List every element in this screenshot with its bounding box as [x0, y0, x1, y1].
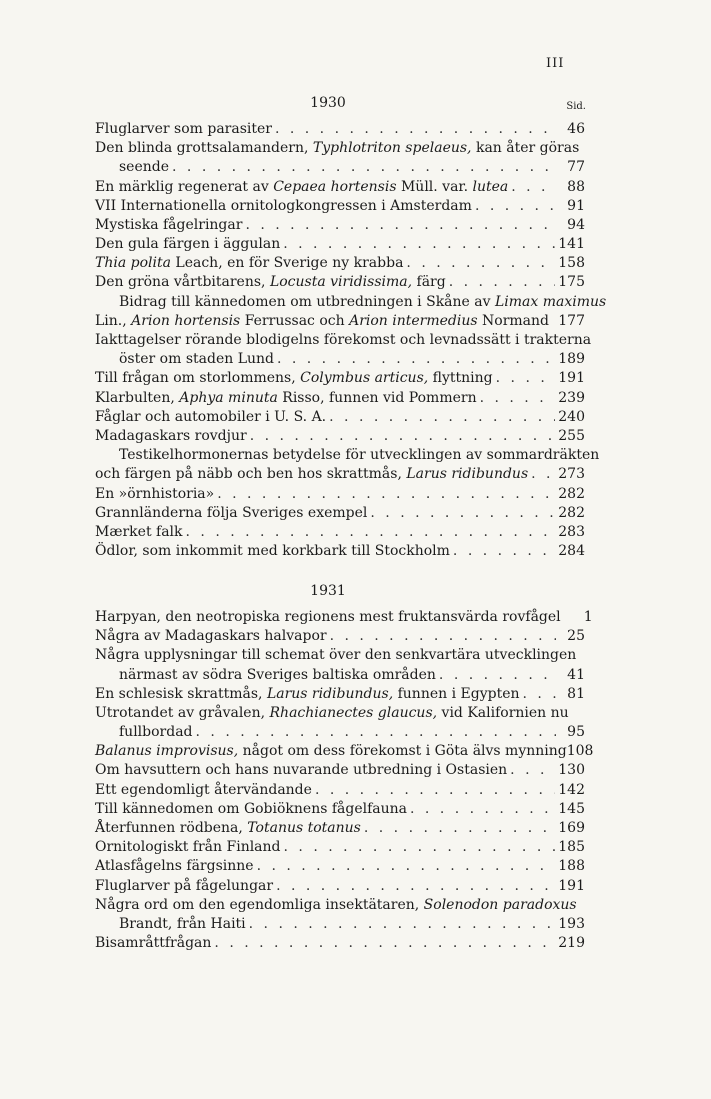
dot-leader	[315, 781, 555, 800]
toc-entry-title: Iakttagelser rörande blodigelns förekomst och levnadssätt i trakterna	[95, 332, 592, 349]
toc-entry	[95, 216, 585, 235]
toc-entry	[95, 465, 585, 484]
toc-entry-page: 145	[558, 800, 585, 817]
section-1931	[95, 580, 594, 953]
dot-leader	[249, 915, 556, 934]
toc-entry-page: 177	[558, 312, 585, 329]
toc-entry-page: 191	[558, 370, 585, 387]
toc-entry-page: 46	[567, 120, 585, 137]
dot-leader	[511, 178, 556, 197]
dot-leader	[439, 666, 556, 685]
section-1930	[95, 92, 607, 561]
toc-entry	[95, 781, 585, 800]
toc-entry-title: Fåglar och automobiler i U. S. A.	[95, 408, 327, 425]
toc-entry-title: seende	[119, 159, 170, 176]
page-column-label: Sid.	[566, 101, 586, 112]
toc-entry-title: Grannländerna följa Sveriges exempel	[95, 504, 368, 521]
toc-entry-title: Bisamråttfrågan	[95, 935, 212, 952]
toc-entry	[95, 857, 585, 876]
dot-leader	[186, 523, 556, 542]
dot-leader	[217, 485, 555, 504]
toc-entry-page: 185	[558, 839, 585, 856]
dot-leader	[475, 197, 556, 216]
dot-leader	[406, 254, 555, 273]
toc-entry	[95, 197, 585, 216]
toc-entry-page: 158	[558, 255, 585, 272]
toc-entry-title: Återfunnen rödbena, Totanus totanus	[95, 820, 361, 837]
toc-entry	[95, 838, 585, 857]
toc-entry-title: Den gröna vårtbitarens, Locusta viridissima, färg	[95, 274, 446, 291]
dot-leader	[453, 542, 555, 561]
toc-entry-page: 91	[567, 197, 585, 214]
toc-entry	[95, 178, 585, 197]
toc-entry-title: närmast av södra Sveriges baltiska områden	[119, 666, 436, 683]
toc-entry	[95, 446, 600, 465]
toc-entry	[95, 408, 585, 427]
toc-entry	[95, 369, 585, 388]
dot-leader	[510, 761, 555, 780]
toc-entry	[95, 934, 585, 953]
dot-leader	[283, 235, 555, 254]
toc-entry-page: 283	[558, 523, 585, 540]
toc-entry	[95, 915, 585, 934]
toc-entry-title: Mærket falk	[95, 523, 183, 540]
toc-entry	[95, 896, 585, 915]
section-year-heading: 1930	[310, 95, 346, 111]
toc-entry	[95, 627, 585, 646]
toc-entry-title: Testikelhormonernas betydelse för utvecklingen av sommardräkten	[119, 447, 600, 464]
toc-entry	[95, 120, 585, 139]
dot-leader	[257, 857, 556, 876]
dot-leader	[480, 389, 556, 408]
toc-entry	[95, 523, 585, 542]
dot-leader	[364, 819, 555, 838]
toc-entry-title: En »örnhistoria»	[95, 485, 215, 502]
entry-list	[95, 120, 607, 561]
toc-entry	[95, 666, 585, 685]
toc-entry-title: Fluglarver på fågelungar	[95, 877, 274, 894]
toc-entry	[95, 723, 585, 742]
toc-entry	[95, 485, 585, 504]
toc-entry-page: 175	[558, 274, 585, 291]
toc-entry-page: 169	[558, 820, 585, 837]
toc-entry-page: 81	[567, 685, 585, 702]
toc-entry	[95, 158, 585, 177]
toc-entry-title: Madagaskars rovdjur	[95, 427, 247, 444]
toc-entry	[95, 742, 594, 761]
dot-leader	[277, 350, 555, 369]
toc-entry-title: Några upplysningar till schemat över den senkvartära utvecklingen	[95, 647, 577, 664]
toc-entry	[95, 877, 585, 896]
toc-entry-page: 284	[558, 543, 585, 560]
toc-entry	[95, 819, 585, 838]
toc-entry-page: 108	[566, 743, 594, 760]
toc-entry-title: fullbordad	[119, 724, 193, 741]
toc-entry-page: 25	[567, 628, 585, 645]
toc-entry-page: 273	[558, 466, 585, 483]
toc-entry	[95, 608, 593, 627]
toc-entry-page: 189	[558, 351, 585, 368]
toc-entry-title: VII Internationella ornitologkongressen i Amsterdam	[95, 197, 472, 214]
toc-entry-page: 95	[567, 724, 585, 741]
toc-entry-title: Till frågan om storlommens, Colymbus articus, flyttning	[95, 370, 493, 387]
toc-entry	[95, 331, 592, 350]
toc-entry-page: 255	[558, 427, 585, 444]
page-number: III	[546, 56, 565, 71]
toc-entry-title: En märklig regenerat av Cepaea hortensis Müll. var. lutea	[95, 178, 509, 195]
toc-entry-title: Thia polita Leach, en för Sverige ny krabba	[95, 255, 404, 272]
dot-leader	[214, 934, 555, 953]
toc-entry-title: Ornitologiskt från Finland	[95, 839, 281, 856]
dot-leader	[172, 158, 556, 177]
toc-entry-title: Den gula färgen i äggulan	[95, 236, 281, 253]
dot-leader	[250, 427, 556, 446]
toc-entry-title: Harpyan, den neotropiska regionens mest fruktansvärda rovfågel	[95, 608, 561, 625]
toc-entry	[95, 235, 585, 254]
toc-entry	[95, 139, 585, 158]
toc-entry	[95, 704, 585, 723]
toc-entry-title: En schlesisk skrattmås, Larus ridibundus, funnen i Egypten	[95, 685, 520, 702]
toc-entry	[95, 685, 585, 704]
toc-entry-title: och färgen på näbb och ben hos skrattmås, Larus ridibundus	[95, 466, 529, 483]
toc-entry-title: Ödlor, som inkommit med korkbark till Stockholm	[95, 543, 450, 560]
toc-entry-title: Fluglarver som parasiter	[95, 120, 272, 137]
toc-entry-page: 282	[558, 485, 585, 502]
dot-leader	[523, 685, 557, 704]
toc-entry	[95, 504, 585, 523]
toc-entry-page: 41	[567, 666, 585, 683]
entry-list	[95, 608, 594, 953]
toc-entry-page: 141	[558, 236, 585, 253]
toc-entry-page: 193	[558, 915, 585, 932]
toc-entry	[95, 293, 607, 312]
dot-leader	[531, 465, 555, 484]
dot-leader	[329, 408, 555, 427]
dot-leader	[245, 216, 556, 235]
toc-entry	[95, 646, 585, 665]
toc-entry-title: Några ord om den egendomliga insektätaren, Solenodon paradoxus	[95, 896, 577, 913]
toc-entry	[95, 427, 585, 446]
section-year-heading: 1931	[310, 583, 346, 599]
dot-leader	[275, 120, 556, 139]
toc-entry-page: 88	[567, 178, 585, 195]
toc-entry-page: 1	[583, 608, 593, 625]
toc-entry-title: Utrotandet av gråvalen, Rhachianectes glaucus, vid Kalifornien nu	[95, 704, 569, 721]
toc-entry-title: Ett egendomligt återvändande	[95, 781, 312, 798]
toc-entry-page: 94	[567, 216, 585, 233]
dot-leader	[276, 877, 555, 896]
toc-entry-page: 282	[558, 504, 585, 521]
toc-entry	[95, 274, 585, 293]
dot-leader	[449, 273, 556, 292]
toc-entry-page: 142	[558, 781, 585, 798]
toc-entry-title: Atlasfågelns färgsinne	[95, 858, 254, 875]
toc-entry	[95, 254, 585, 273]
toc-entry-page: 77	[567, 159, 585, 176]
toc-entry-page: 239	[558, 389, 585, 406]
toc-entry-title: Om havsuttern och hans nuvarande utbredning i Ostasien	[95, 762, 508, 779]
toc-entry-title: Bidrag till kännedomen om utbredningen i Skåne av Limax maximus	[119, 293, 607, 310]
dot-leader	[496, 369, 556, 388]
toc-entry	[95, 312, 585, 331]
toc-entry-title: Den blinda grottsalamandern, Typhlotriton spelaeus, kan åter göras	[95, 140, 580, 157]
dot-leader	[284, 838, 556, 857]
toc-entry-page: 240	[558, 408, 585, 425]
toc-entry	[95, 542, 585, 561]
dot-leader	[196, 723, 556, 742]
toc-entry-title: Brandt, från Haiti	[119, 915, 246, 932]
toc-entry-title: öster om staden Lund	[119, 351, 274, 368]
toc-entry-title: Mystiska fågelringar	[95, 216, 243, 233]
dot-leader	[370, 504, 555, 523]
toc-entry-page: 191	[558, 877, 585, 894]
toc-entry-page: 219	[558, 935, 585, 952]
toc-entry	[95, 762, 585, 781]
toc-entry	[95, 389, 585, 408]
toc-entry-page: 188	[558, 858, 585, 875]
toc-entry-page: 130	[558, 762, 585, 779]
toc-entry-title: Några av Madagaskars halvapor	[95, 628, 327, 645]
toc-entry	[95, 350, 585, 369]
dot-leader	[410, 800, 555, 819]
toc-entry-title: Balanus improvisus, något om dess förekomst i Göta älvs mynning	[95, 743, 567, 760]
toc-entry-title: Till kännedomen om Gobiöknens fågelfauna	[95, 800, 408, 817]
dot-leader	[330, 627, 556, 646]
toc-entry-title: Klarbulten, Aphya minuta Risso, funnen vid Pommern	[95, 389, 477, 406]
toc-entry	[95, 800, 585, 819]
toc-entry-title: Lin., Arion hortensis Ferrussac och Arion intermedius Normand	[95, 312, 549, 329]
